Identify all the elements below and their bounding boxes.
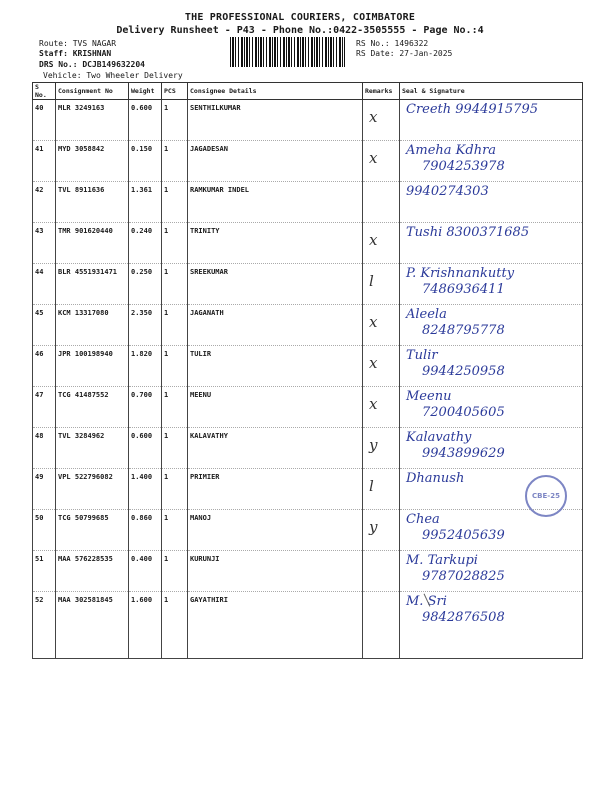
- cell-pcs: 1: [162, 182, 188, 223]
- handwritten-signature: Tulir: [406, 348, 438, 363]
- cell-pcs: 1: [162, 592, 188, 659]
- handwritten-signature: Ameha Kdhra: [406, 143, 497, 158]
- cell-consignment-no: JPR 100198940: [56, 346, 129, 387]
- cell-remarks: [363, 428, 400, 469]
- table-row: [33, 428, 583, 469]
- cell-seal-signature: [400, 551, 583, 592]
- table-row: [33, 223, 583, 264]
- cell-seal-signature: [400, 141, 583, 182]
- cell-sno: 41: [33, 141, 56, 182]
- handwritten-phone: 9787028825: [422, 569, 505, 584]
- col-header-remarks: Remarks: [363, 83, 400, 100]
- cell-consignment-no: MLR 3249163: [56, 100, 129, 141]
- handwritten-signature: Creeth 9944915795: [406, 102, 538, 117]
- col-header-consignment: Consignment No: [56, 83, 129, 100]
- cell-remarks: [363, 182, 400, 223]
- cell-consignment-no: MAA 302581845: [56, 592, 129, 659]
- cell-seal-signature: [400, 100, 583, 141]
- cell-remarks: [363, 551, 400, 592]
- table-row: [33, 141, 583, 182]
- cell-pcs: 1: [162, 387, 188, 428]
- cell-seal-signature: [400, 510, 583, 551]
- handwritten-remark-mark: x: [369, 149, 378, 167]
- handwritten-remark-mark: x: [369, 231, 378, 249]
- cell-sno: 40: [33, 100, 56, 141]
- cell-consignee: GAYATHIRI: [188, 592, 363, 659]
- cell-consignee: TULIR: [188, 346, 363, 387]
- cell-consignment-no: MYD 3058842: [56, 141, 129, 182]
- handwritten-remark-mark: x: [369, 395, 378, 413]
- cell-weight: 1.820: [129, 346, 162, 387]
- cell-sno: 49: [33, 469, 56, 510]
- col-header-weight: Weight: [129, 83, 162, 100]
- cell-weight: 1.361: [129, 182, 162, 223]
- table-row: [33, 346, 583, 387]
- rs-number: RS No.: 1496322: [356, 39, 429, 48]
- cell-weight: 1.400: [129, 469, 162, 510]
- cell-remarks: [363, 305, 400, 346]
- cell-consignment-no: TVL 3284962: [56, 428, 129, 469]
- cell-seal-signature: [400, 223, 583, 264]
- col-header-sno: S No.: [33, 83, 56, 100]
- vehicle-label: Vehicle: Two Wheeler Delivery: [43, 71, 183, 80]
- cell-remarks: [363, 223, 400, 264]
- handwritten-remark-mark: x: [369, 313, 378, 331]
- table-row: [33, 264, 583, 305]
- table-row: [33, 305, 583, 346]
- handwritten-phone: 9944250958: [422, 364, 505, 379]
- drs-number: DRS No.: DCJB149632204: [39, 60, 145, 69]
- cell-weight: 0.860: [129, 510, 162, 551]
- cell-pcs: 1: [162, 264, 188, 305]
- cell-sno: 43: [33, 223, 56, 264]
- cell-consignment-no: TCG 50799685: [56, 510, 129, 551]
- table-row: [33, 100, 583, 141]
- cell-sno: 50: [33, 510, 56, 551]
- cell-consignee: KURUNJI: [188, 551, 363, 592]
- cell-sno: 47: [33, 387, 56, 428]
- cell-consignment-no: TMR 901620440: [56, 223, 129, 264]
- cell-consignment-no: BLR 4551931471: [56, 264, 129, 305]
- handwritten-remark-mark: y: [369, 436, 378, 454]
- cell-pcs: 1: [162, 141, 188, 182]
- cell-consignee: SREEKUMAR: [188, 264, 363, 305]
- handwritten-remark-mark: x: [369, 108, 378, 126]
- cell-weight: 0.240: [129, 223, 162, 264]
- cell-weight: 1.600: [129, 592, 162, 659]
- cell-consignment-no: MAA 576228535: [56, 551, 129, 592]
- cell-sno: 44: [33, 264, 56, 305]
- cell-consignee: PRIMIER: [188, 469, 363, 510]
- rs-date: RS Date: 27-Jan-2025: [356, 49, 453, 58]
- cell-consignee: JAGANATH: [188, 305, 363, 346]
- cell-consignee: RAMKUMAR INDEL: [188, 182, 363, 223]
- col-header-seal: Seal & Signature: [400, 83, 583, 100]
- handwritten-signature: Chea: [406, 512, 440, 527]
- delivery-table: [32, 82, 583, 659]
- cell-consignment-no: KCM 13317080: [56, 305, 129, 346]
- col-header-consignee: Consignee Details: [188, 83, 363, 100]
- cell-pcs: 1: [162, 551, 188, 592]
- handwritten-phone: 8248795778: [422, 323, 505, 338]
- cell-pcs: 1: [162, 305, 188, 346]
- table-header-row: [33, 83, 583, 100]
- cell-seal-signature: [400, 428, 583, 469]
- cell-weight: 2.350: [129, 305, 162, 346]
- handwritten-remark-mark: l: [369, 272, 374, 290]
- cell-remarks: [363, 387, 400, 428]
- cell-consignee: KALAVATHY: [188, 428, 363, 469]
- cell-pcs: 1: [162, 100, 188, 141]
- cell-pcs: 1: [162, 510, 188, 551]
- company-title: THE PROFESSIONAL COURIERS, COIMBATORE: [184, 12, 416, 23]
- cell-remarks: [363, 469, 400, 510]
- col-header-pcs: PCS: [162, 83, 188, 100]
- cell-weight: 0.600: [129, 100, 162, 141]
- cell-pcs: 1: [162, 346, 188, 387]
- cell-sno: 48: [33, 428, 56, 469]
- route-label: Route: TVS NAGAR: [39, 39, 117, 48]
- cell-sno: 51: [33, 551, 56, 592]
- cell-remarks: [363, 100, 400, 141]
- handwritten-signature: Tushi 8300371685: [406, 225, 530, 240]
- cell-consignee: JAGADESAN: [188, 141, 363, 182]
- cell-consignee: MEENU: [188, 387, 363, 428]
- table-row: [33, 469, 583, 510]
- handwritten-remark-mark: y: [369, 518, 378, 536]
- cell-weight: 0.400: [129, 551, 162, 592]
- cell-sno: 46: [33, 346, 56, 387]
- handwritten-phone: 7486936411: [422, 282, 505, 297]
- handwritten-signature: 9940274303: [406, 184, 489, 199]
- cell-remarks: [363, 264, 400, 305]
- cell-consignee: MANOJ: [188, 510, 363, 551]
- runsheet-title: Delivery Runsheet - P43 - Phone No.:0422-3505555 - Page No.:4: [116, 25, 484, 36]
- handwritten-signature: P. Krishnankutty: [406, 266, 515, 281]
- cell-seal-signature: [400, 469, 583, 510]
- table-row: [33, 182, 583, 223]
- handwritten-signature: Dhanush: [406, 471, 465, 486]
- cell-seal-signature: [400, 387, 583, 428]
- handwritten-phone: 9842876508: [422, 610, 505, 625]
- cell-sno: 52: [33, 592, 56, 659]
- cell-pcs: 1: [162, 469, 188, 510]
- staff-label: Staff: KRISHNAN: [39, 49, 112, 58]
- handwritten-signature: M. Sri: [406, 594, 447, 609]
- handwritten-remark-mark: l: [369, 477, 374, 495]
- cell-consignment-no: TVL 8911636: [56, 182, 129, 223]
- cell-pcs: 1: [162, 223, 188, 264]
- handwritten-signature: Aleela: [406, 307, 447, 322]
- handwritten-remark-mark: x: [369, 354, 378, 372]
- cell-consignment-no: TCG 41487552: [56, 387, 129, 428]
- cell-weight: 0.250: [129, 264, 162, 305]
- table-row: [33, 592, 583, 659]
- cell-remarks: [363, 346, 400, 387]
- handwritten-signature: M. Tarkupi: [406, 553, 478, 568]
- table-row: [33, 510, 583, 551]
- handwritten-phone: 9943899629: [422, 446, 505, 461]
- cell-seal-signature: [400, 346, 583, 387]
- cell-weight: 0.600: [129, 428, 162, 469]
- handwritten-signature: Meenu: [406, 389, 452, 404]
- cell-consignment-no: VPL 522796082: [56, 469, 129, 510]
- handwritten-phone: 7200405605: [422, 405, 505, 420]
- handwritten-signature: Kalavathy: [406, 430, 472, 445]
- cell-weight: 0.700: [129, 387, 162, 428]
- cell-seal-signature: [400, 182, 583, 223]
- cell-sno: 42: [33, 182, 56, 223]
- round-stamp: CBE-25: [525, 475, 567, 517]
- cell-seal-signature: [400, 264, 583, 305]
- cell-pcs: 1: [162, 428, 188, 469]
- handwritten-phone: 9952405639: [422, 528, 505, 543]
- cell-remarks: [363, 510, 400, 551]
- cell-seal-signature: [400, 305, 583, 346]
- table-row: [33, 551, 583, 592]
- cell-remarks: [363, 592, 400, 659]
- barcode-image: [230, 37, 345, 67]
- cell-sno: 45: [33, 305, 56, 346]
- table-row: [33, 387, 583, 428]
- cell-consignee: TRINITY: [188, 223, 363, 264]
- cell-consignee: SENTHILKUMAR: [188, 100, 363, 141]
- handwritten-phone: 7904253978: [422, 159, 505, 174]
- cell-remarks: [363, 141, 400, 182]
- cell-weight: 0.150: [129, 141, 162, 182]
